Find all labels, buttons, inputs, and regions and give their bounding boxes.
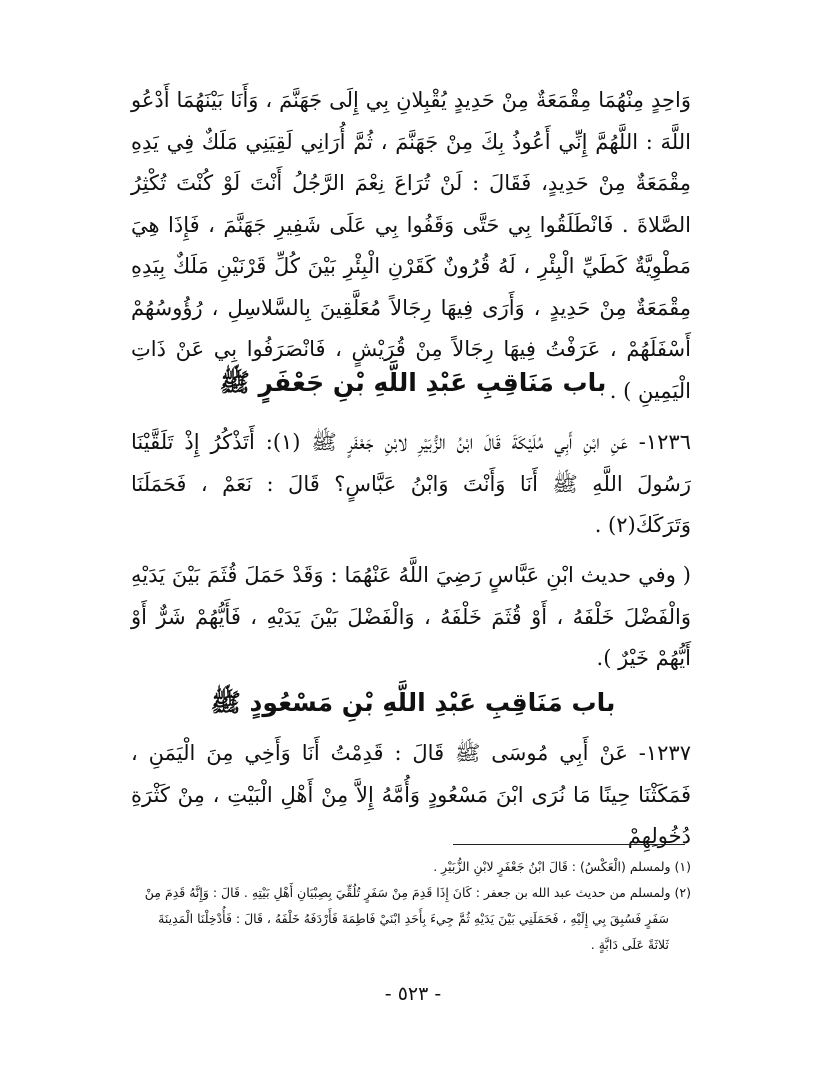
hadith-1236: ١٢٣٦- عَنِ ابْنِ أَبِي مُلَيْكَةَ قَالَ ابْنُ الزُّبَيْرِ لابْنِ جَعْفَرٍ ﷺ (١): أَتَذْكُرُ إِذْ تَلَقَّيْنَا رَسُولَ اللَّهِ ﷺ أَنَا وَأَنْتَ وَابْنُ عَبَّاسٍ؟ قَالَ : نَعَمْ ، فَحَمَلَنَا وَتَرَكَكَ(٢) .: [131, 430, 691, 537]
footnote-1: (١) ولمسلم (الْعَكْسُ) : قَالَ ابْنُ جَعْفَرٍ لابْنِ الزُّبَيْرِ .: [433, 859, 691, 874]
continued-hadith-text: وَاحِدٍ مِنْهُمَا مِقْمَعَةٌ مِنْ حَدِيدٍ يُقْبِلانِ بِي إِلَى جَهَنَّمَ ، وَأَنَا بَيْنَهُمَا أَدْعُو اللَّهَ : اللَّهُمَّ إِنِّي أَعُوذُ بِكَ مِنْ جَهَنَّمَ ، ثُمَّ أُرَانِي لَقِيَنِي مَلَكٌ فِي يَدِهِ مِقْمَعَةٌ مِنْ حَدِيدٍ، فَقَالَ : لَنْ تُرَاعَ نِعْمَ الرَّجُلُ أَنْتَ لَوْ كُنْتَ تُكْثِرُ الصَّلاةَ . فَانْطَلَقُوا بِي حَتَّى وَقَفُوا بِي عَلَى شَفِيرِ جَهَنَّمَ ، فَإِذَا هِيَ مَطْوِيَّةٌ كَطَيِّ الْبِئْرِ ، لَهُ قُرُونٌ كَقَرْنِ الْبِئْرِ بَيْنَ كُلِّ قَرْنَيْنِ مَلَكٌ بِيَدِهِ مِقْمَعَةٌ مِنْ حَدِيدٍ ، وَأَرَى فِيهَا رِجَالاً مُعَلَّقِينَ بِالسَّلاسِلِ ، رُؤُوسُهُمْ أَسْفَلَهُمْ ، عَرَفْتُ فِيهَا رِجَالاً مِنْ قُرَيْشٍ ، فَانْصَرَفُوا بِي عَنْ ذَاتِ الْيَمِينِ ) .: [131, 88, 691, 403]
page-number: - ٥٢٣ -: [384, 983, 442, 1005]
hadith-1237: ١٢٣٧- عَنْ أَبِي مُوسَى ﷺ قَالَ : قَدِمْتُ أَنَا وَأَخِي مِنَ الْيَمَنِ ، فَمَكَثْنَا حِينًا مَا نُرَى ابْنَ مَسْعُودٍ وَأُمَّهُ إِلاَّ مِنْ أَهْلِ الْبَيْتِ ، مِنْ كَثْرَةِ دُخُولِهِمْ: [131, 741, 691, 848]
footnotes: [131, 854, 691, 958]
chapter-heading-abdullah-ibn-jafar: باب مَنَاقِبِ عَبْدِ اللَّهِ بْنِ جَعْفَرٍ ﷺ: [219, 368, 607, 397]
ibn-abbas-note: ( وفي حديث ابْنِ عَبَّاسٍ رَضِيَ اللَّهُ عَنْهُمَا : وَقَدْ حَمَلَ قُثَمَ بَيْنَ يَدَيْهِ وَالْفَضْلَ خَلْفَهُ ، أَوْ قُثَمَ خَلْفَهُ ، وَالْفَضْلَ بَيْنَ يَدَيْهِ ، فَأَيُّهُمْ شَرٌّ أَوْ أَيُّهُمْ خَيْرٌ ).: [131, 563, 691, 670]
footnote-2-line-3: ثَلاثَةً عَلَى دَابَّةٍ .: [590, 937, 669, 952]
chapter-heading-abdullah-ibn-masud: باب مَنَاقِبِ عَبْدِ اللَّهِ بْنِ مَسْعُودٍ ﷺ: [210, 688, 616, 717]
footnote-separator: [453, 844, 685, 845]
footnote-2-line-1: (٢) ولمسلم من حديث عبد الله بن جعفر : كَانَ إِذَا قَدِمَ مِنْ سَفَرٍ تُلُقِّيَ بِصِبْيَانِ أَهْلِ بَيْتِهِ . قَالَ : وَإِنَّهُ قَدِمَ مِنْ: [144, 885, 691, 900]
footnote-2-line-2: سَفَرٍ فَسُبِقَ بِي إِلَيْهِ ، فَحَمَلَنِي بَيْنَ يَدَيْهِ ثُمَّ جِيءَ بِأَحَدِ ابْنَيْ فَاطِمَةَ فَأَرْدَفَهُ خَلْفَهُ ، قَالَ : فَأُدْخِلْنَا الْمَدِينَةَ: [158, 911, 669, 926]
